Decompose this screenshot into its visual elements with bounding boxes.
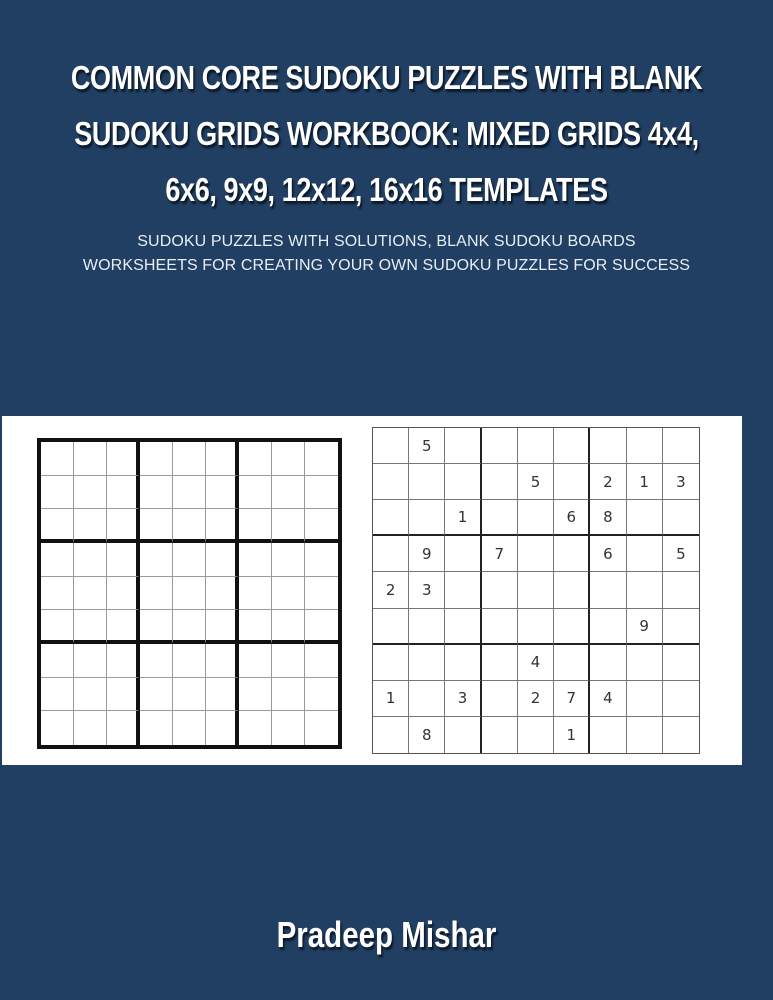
grid-cell — [140, 476, 173, 510]
grid-cell — [107, 644, 140, 678]
grid-cell — [206, 610, 239, 644]
grid-cell — [206, 678, 239, 712]
puzzle-cell: 1 — [445, 500, 481, 536]
puzzle-cell — [590, 717, 626, 753]
grid-cell — [239, 577, 272, 611]
grid-cell — [305, 644, 338, 678]
grid-cell — [305, 509, 338, 543]
puzzle-cell — [554, 428, 590, 464]
puzzle-cell: 6 — [590, 536, 626, 572]
grid-cell — [272, 442, 305, 476]
puzzle-cell — [409, 645, 445, 681]
book-subtitle — [0, 230, 773, 278]
grid-cell — [107, 543, 140, 577]
puzzle-cell — [590, 572, 626, 608]
puzzle-cell — [482, 428, 518, 464]
grid-cell — [107, 509, 140, 543]
puzzle-cell: 4 — [518, 645, 554, 681]
puzzle-cell — [627, 428, 663, 464]
grid-cell — [173, 678, 206, 712]
title-line: 6x6, 9x9, 12x12, 16x16 TEMPLATES — [165, 171, 608, 208]
grid-cell — [173, 442, 206, 476]
grid-cell — [173, 509, 206, 543]
puzzle-cell: 3 — [409, 572, 445, 608]
author-name: Pradeep Mishar — [276, 914, 497, 955]
puzzle-cell: 9 — [409, 536, 445, 572]
puzzle-cell — [445, 536, 481, 572]
grid-cell — [206, 476, 239, 510]
puzzle-cell — [663, 645, 699, 681]
puzzle-cell — [445, 464, 481, 500]
puzzle-cell — [409, 681, 445, 717]
puzzle-cell — [554, 609, 590, 645]
grid-cell — [173, 610, 206, 644]
grid-cell — [173, 711, 206, 745]
grid-cell — [272, 678, 305, 712]
grid-cell — [74, 644, 107, 678]
grid-cell — [239, 543, 272, 577]
puzzle-cell — [518, 609, 554, 645]
grid-cell — [206, 509, 239, 543]
puzzle-cell — [627, 717, 663, 753]
puzzle-cell — [518, 536, 554, 572]
grid-cell — [74, 442, 107, 476]
puzzle-cell — [409, 464, 445, 500]
puzzle-cell — [518, 428, 554, 464]
puzzle-cell: 5 — [663, 536, 699, 572]
puzzle-cell — [590, 609, 626, 645]
grid-cell — [107, 610, 140, 644]
grid-cell — [206, 442, 239, 476]
puzzle-cell — [373, 717, 409, 753]
grid-cell — [74, 509, 107, 543]
puzzle-cell: 1 — [373, 681, 409, 717]
puzzle-cell — [554, 572, 590, 608]
grid-cell — [272, 509, 305, 543]
puzzle-cell — [627, 645, 663, 681]
puzzle-cell — [590, 428, 626, 464]
puzzle-cell — [445, 609, 481, 645]
puzzle-cell — [663, 500, 699, 536]
grid-cell — [74, 543, 107, 577]
grid-cell — [41, 711, 74, 745]
grid-cell — [239, 509, 272, 543]
puzzle-cell — [627, 500, 663, 536]
grid-cell — [206, 644, 239, 678]
grid-cell — [41, 442, 74, 476]
grid-cell — [107, 577, 140, 611]
puzzle-cell — [482, 464, 518, 500]
grid-cell — [239, 476, 272, 510]
puzzle-cell — [445, 717, 481, 753]
sudoku-puzzle-grid — [372, 427, 700, 754]
grid-cell — [74, 577, 107, 611]
grid-cell — [173, 577, 206, 611]
grid-cell — [41, 577, 74, 611]
grid-cell — [41, 543, 74, 577]
grid-cell — [272, 610, 305, 644]
puzzle-cell — [627, 536, 663, 572]
grid-cell — [239, 610, 272, 644]
grid-cell — [41, 610, 74, 644]
grid-cell — [107, 711, 140, 745]
subtitle-line: SUDOKU PUZZLES WITH SOLUTIONS, BLANK SUDOKU BOARDS — [137, 233, 636, 250]
grid-cell — [173, 543, 206, 577]
puzzle-cell — [554, 464, 590, 500]
puzzle-cell — [663, 717, 699, 753]
grid-cell — [206, 543, 239, 577]
grid-cell — [140, 442, 173, 476]
grid-cell — [305, 543, 338, 577]
puzzle-cell: 7 — [482, 536, 518, 572]
puzzle-cell — [445, 428, 481, 464]
puzzle-cell — [373, 609, 409, 645]
grid-cell — [239, 678, 272, 712]
puzzle-cell: 8 — [409, 717, 445, 753]
grid-cell — [272, 644, 305, 678]
puzzle-cell: 2 — [373, 572, 409, 608]
puzzle-cell — [663, 609, 699, 645]
puzzle-cell — [518, 717, 554, 753]
puzzle-cell — [373, 536, 409, 572]
grid-cell — [239, 442, 272, 476]
grid-cell — [140, 509, 173, 543]
puzzle-cell — [518, 500, 554, 536]
puzzle-cell — [482, 609, 518, 645]
title-line: SUDOKU GRIDS WORKBOOK: MIXED GRIDS 4x4, — [74, 115, 699, 152]
book-title — [70, 50, 704, 218]
puzzle-cell — [445, 645, 481, 681]
grid-cell — [272, 543, 305, 577]
grid-cell — [140, 644, 173, 678]
grid-cell — [74, 610, 107, 644]
puzzle-cell — [482, 645, 518, 681]
puzzle-cell: 1 — [554, 717, 590, 753]
grid-cell — [140, 711, 173, 745]
grid-cell — [206, 577, 239, 611]
puzzle-cell — [482, 500, 518, 536]
puzzle-cell — [518, 572, 554, 608]
puzzle-cell — [373, 500, 409, 536]
subtitle-line: WORKSHEETS FOR CREATING YOUR OWN SUDOKU PUZZLES FOR SUCCESS — [82, 257, 691, 274]
grid-cell — [41, 476, 74, 510]
puzzle-cell — [482, 681, 518, 717]
puzzle-cell — [445, 572, 481, 608]
puzzle-cell — [409, 609, 445, 645]
grid-cell — [272, 711, 305, 745]
puzzle-cell: 5 — [409, 428, 445, 464]
puzzle-cell — [627, 572, 663, 608]
grid-cell — [41, 509, 74, 543]
puzzle-cell: 4 — [590, 681, 626, 717]
puzzle-cell: 2 — [590, 464, 626, 500]
puzzle-cell — [482, 572, 518, 608]
grid-cell — [305, 442, 338, 476]
puzzle-cell: 2 — [518, 681, 554, 717]
puzzle-cell — [663, 681, 699, 717]
grid-cell — [272, 577, 305, 611]
puzzle-cell: 8 — [590, 500, 626, 536]
blank-sudoku-grid — [37, 438, 342, 749]
grid-cell — [173, 644, 206, 678]
grid-cell — [305, 476, 338, 510]
grid-cell — [107, 678, 140, 712]
puzzle-cell — [554, 645, 590, 681]
grid-cell — [140, 678, 173, 712]
grid-cell — [140, 543, 173, 577]
puzzle-cell — [590, 645, 626, 681]
grid-cell — [206, 711, 239, 745]
puzzle-cell — [373, 464, 409, 500]
grid-cell — [107, 442, 140, 476]
grid-cell — [41, 644, 74, 678]
grid-cell — [305, 711, 338, 745]
grid-cell — [305, 577, 338, 611]
puzzle-cell: 7 — [554, 681, 590, 717]
grid-cell — [74, 476, 107, 510]
puzzle-cell — [409, 500, 445, 536]
grid-cell — [107, 476, 140, 510]
puzzle-cell: 3 — [663, 464, 699, 500]
puzzle-cell: 6 — [554, 500, 590, 536]
puzzle-cell — [482, 717, 518, 753]
grid-cell — [74, 678, 107, 712]
grid-cell — [41, 678, 74, 712]
grid-cell — [272, 476, 305, 510]
puzzle-cell — [627, 681, 663, 717]
puzzle-cell: 9 — [627, 609, 663, 645]
grid-cell — [140, 577, 173, 611]
grid-cell — [305, 610, 338, 644]
puzzle-cell — [373, 645, 409, 681]
grid-cell — [140, 610, 173, 644]
puzzle-cell — [373, 428, 409, 464]
puzzle-cell — [663, 572, 699, 608]
grid-cell — [173, 476, 206, 510]
grid-cell — [305, 678, 338, 712]
puzzle-cell: 3 — [445, 681, 481, 717]
puzzle-cell — [663, 428, 699, 464]
title-line: COMMON CORE SUDOKU PUZZLES WITH BLANK — [70, 59, 703, 96]
puzzle-cell — [554, 536, 590, 572]
puzzle-cell: 5 — [518, 464, 554, 500]
grid-cell — [239, 644, 272, 678]
puzzle-cell: 1 — [627, 464, 663, 500]
grid-cell — [74, 711, 107, 745]
grid-cell — [239, 711, 272, 745]
